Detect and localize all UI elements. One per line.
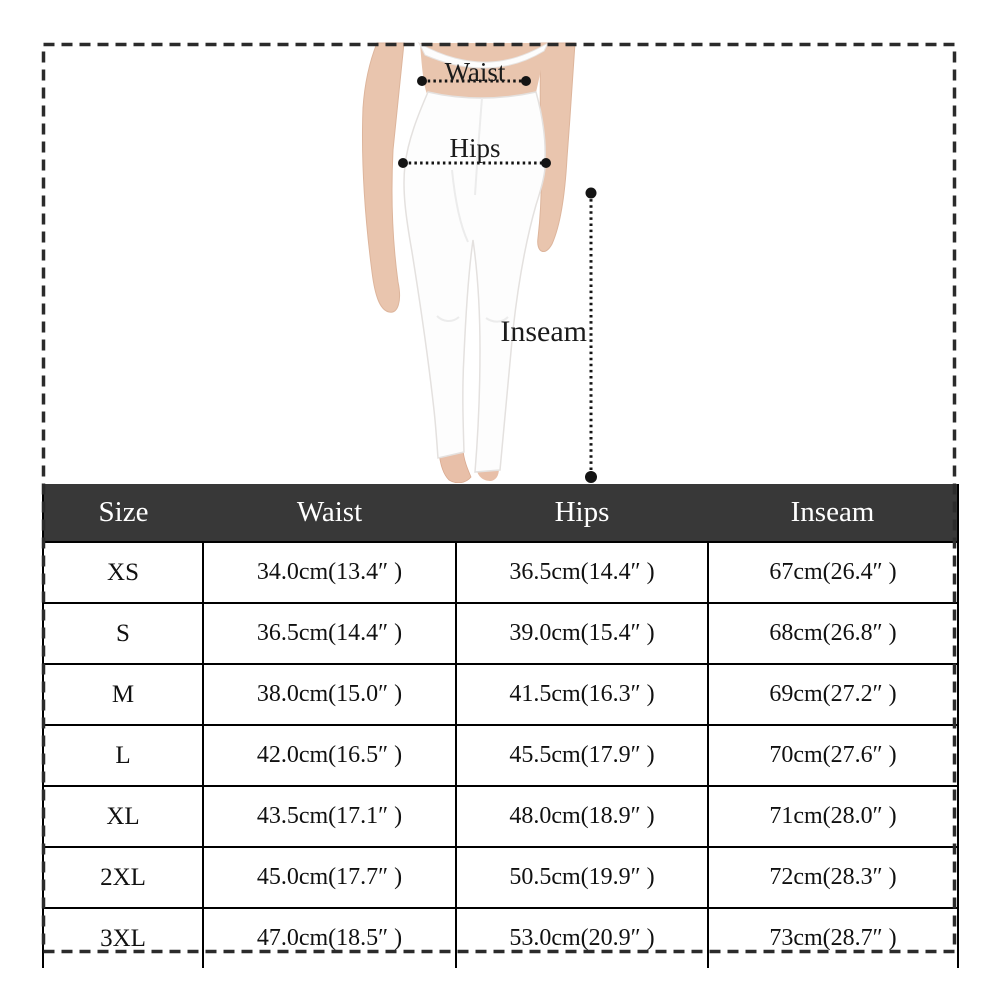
size-cell: 2XL: [43, 847, 203, 908]
hips-cell: 36.5cm(14.4″ ): [456, 542, 708, 603]
hips-cell: 53.0cm(20.9″ ): [456, 908, 708, 968]
waist-cell: 43.5cm(17.1″ ): [203, 786, 456, 847]
table-row: [43, 786, 958, 847]
inseam-label: Inseam: [500, 315, 587, 348]
table-header-row: [43, 484, 958, 542]
inseam-cell: 70cm(27.6″ ): [708, 725, 958, 786]
waist-cell: 34.0cm(13.4″ ): [203, 542, 456, 603]
size-table: [42, 484, 959, 968]
hips-cell: 39.0cm(15.4″ ): [456, 603, 708, 664]
header-inseam: Inseam: [708, 484, 958, 542]
table-row: [43, 725, 958, 786]
size-cell: L: [43, 725, 203, 786]
inseam-cell: 71cm(28.0″ ): [708, 786, 958, 847]
size-cell: M: [43, 664, 203, 725]
left-arm: [362, 43, 404, 312]
size-cell: XL: [43, 786, 203, 847]
hips-dot-left: [398, 158, 408, 168]
waist-cell: 36.5cm(14.4″ ): [203, 603, 456, 664]
waist-cell: 42.0cm(16.5″ ): [203, 725, 456, 786]
waist-label: Waist: [444, 57, 506, 87]
waist-cell: 47.0cm(18.5″ ): [203, 908, 456, 968]
inseam-cell: 67cm(26.4″ ): [708, 542, 958, 603]
size-cell: 3XL: [43, 908, 203, 968]
inseam-dot-bottom: [585, 471, 597, 483]
hips-cell: 45.5cm(17.9″ ): [456, 725, 708, 786]
waist-cell: 38.0cm(15.0″ ): [203, 664, 456, 725]
inseam-cell: 69cm(27.2″ ): [708, 664, 958, 725]
hips-dot-right: [541, 158, 551, 168]
hips-label: Hips: [449, 133, 501, 163]
inseam-dot-top: [586, 188, 597, 199]
inseam-cell: 73cm(28.7″ ): [708, 908, 958, 968]
hips-cell: 41.5cm(16.3″ ): [456, 664, 708, 725]
hips-cell: 50.5cm(19.9″ ): [456, 847, 708, 908]
size-cell: XS: [43, 542, 203, 603]
inseam-cell: 68cm(26.8″ ): [708, 603, 958, 664]
header-hips: Hips: [456, 484, 708, 542]
header-size: Size: [43, 484, 203, 542]
table-row: [43, 603, 958, 664]
waist-cell: 45.0cm(17.7″ ): [203, 847, 456, 908]
table-row: [43, 664, 958, 725]
inseam-cell: 72cm(28.3″ ): [708, 847, 958, 908]
table-row: [43, 847, 958, 908]
table-row: [43, 542, 958, 603]
hips-cell: 48.0cm(18.9″ ): [456, 786, 708, 847]
header-waist: Waist: [203, 484, 456, 542]
size-cell: S: [43, 603, 203, 664]
table-row: [43, 908, 958, 968]
